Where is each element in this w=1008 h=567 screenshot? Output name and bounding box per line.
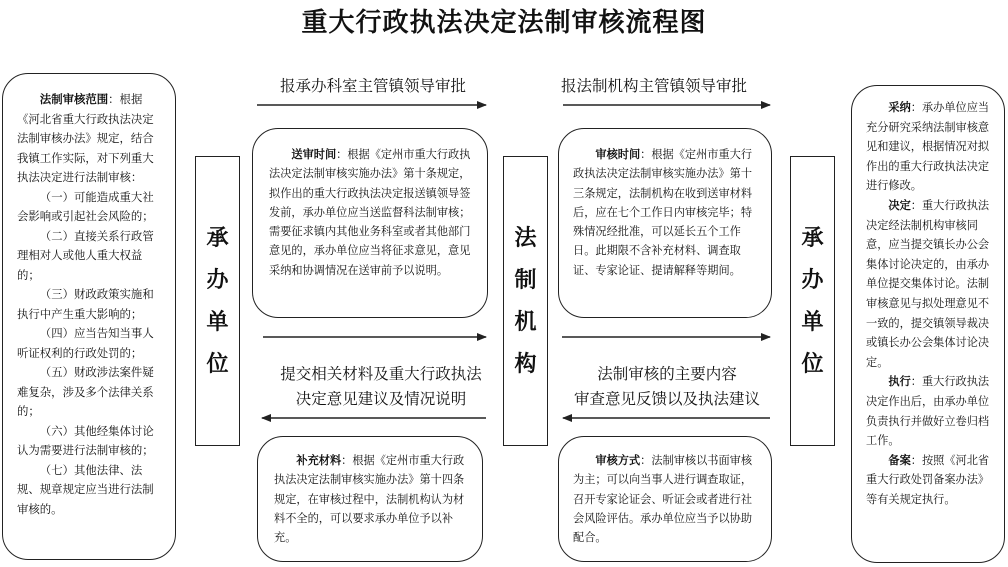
- box-review-time: 审核时间：根据《定州市重大行政执法决定法制审核实施办法》第十三条规定，法制机构在收到送审材料后，应在七个工作日内审核完毕；特殊情况经批准，可以延长五个工作日。此期限不含补充材料、调查取证、专家论证、提请解释等期间。: [558, 128, 772, 318]
- outcome-execute: 执行：重大行政执法决定作出后，由承办单位负责执行并做好立卷归档工作。: [866, 375, 990, 448]
- label-review-content: 法制审核的主要内容 审查意见反馈以及执法建议: [573, 365, 760, 408]
- node-char: 位: [206, 351, 229, 377]
- node-char: 法: [514, 225, 537, 251]
- node-char: 单: [801, 309, 824, 335]
- node-undertaking-unit-left: [195, 156, 240, 446]
- page-title: 重大行政执法决定法制审核流程图: [301, 8, 707, 38]
- node-char: 构: [514, 351, 537, 377]
- scope-item: （七）其他法律、法规、规章规定应当进行法制审核的。: [17, 462, 154, 516]
- node-char: 承: [206, 225, 229, 251]
- outcome-record: 备案：按照《河北省重大行政处罚备案办法》等有关规定执行。: [866, 453, 990, 506]
- scope-item: （二）直接关系行政管理相对人或他人重大权益的；: [17, 228, 154, 282]
- scope-head: 法制审核范围: [39, 92, 109, 106]
- label-approve-legal: 报法制机构主管镇领导审批: [561, 77, 748, 95]
- outcome-box: [851, 85, 1005, 563]
- scope-item: （三）财政政策实施和执行中产生重大影响的；: [17, 287, 154, 321]
- label-submit-materials: 提交相关材料及重大行政执法 决定意见建议及情况说明: [280, 365, 482, 408]
- scope-item: （六）其他经集体讨论认为需要进行法制审核的；: [17, 423, 154, 457]
- node-char: 单: [206, 309, 229, 335]
- box-supplement-materials: 补充材料：根据《定州市重大行政执法决定法制审核实施办法》第十四条规定，在审核过程中，法制机构认为材料不全的，可以要求承办单位予以补充。: [257, 436, 483, 562]
- node-char: 承: [801, 225, 824, 251]
- scope-item: （一）可能造成重大社会影响或引起社会风险的；: [17, 189, 154, 223]
- node-char: 制: [514, 267, 537, 293]
- node-char: 位: [801, 351, 824, 377]
- scope-item: （四）应当告知当事人听证权利的行政处罚的；: [17, 326, 154, 360]
- node-undertaking-unit-right: [790, 156, 835, 446]
- scope-intro: ：根据《河北省重大行政执法决定法制审核办法》规定，结合我镇工作实际，对下列重大执法决定进行法制审核：: [17, 92, 154, 184]
- label-approve-dept: 报承办科室主管镇领导审批: [280, 77, 467, 95]
- node-char: 办: [801, 267, 824, 293]
- node-char: 办: [206, 267, 229, 293]
- node-char: 机: [514, 309, 537, 335]
- scope-item: （五）财政涉法案件疑难复杂，涉及多个法律关系的；: [17, 365, 154, 418]
- outcome-decide: 决定：重大行政执法决定经法制机构审核同意，应当提交镇长办公会集体讨论决定的，由承办单位提交集体讨论。法制审核意见与拟处理意见不一致的，提交镇领导裁决或镇长办公会集体讨论决定。: [866, 198, 990, 369]
- node-legal-agency: [503, 156, 548, 446]
- scope-box: [2, 73, 176, 560]
- box-review-method: 审核方式：法制审核以书面审核为主；可以向当事人进行调查取证，召开专家论证会、听证会或者进行社会风险评估。承办单位应当予以协助配合。: [558, 436, 772, 562]
- box-submission-time: 送审时间：根据《定州市重大行政执法决定法制审核实施办法》第十条规定，拟作出的重大行政执法决定报送镇领导签发前，承办单位应当送监督科法制审核；需要征求镇内其他业务科室或者其他部门意见的，承办单位应当将征求意见，意见采纳和协调情况在送审前予以说明。: [252, 128, 488, 318]
- outcome-adopt: 采纳：承办单位应当充分研究采纳法制审核意见和建议，根据情况对拟作出的重大行政执法决定进行修改。: [866, 101, 990, 193]
